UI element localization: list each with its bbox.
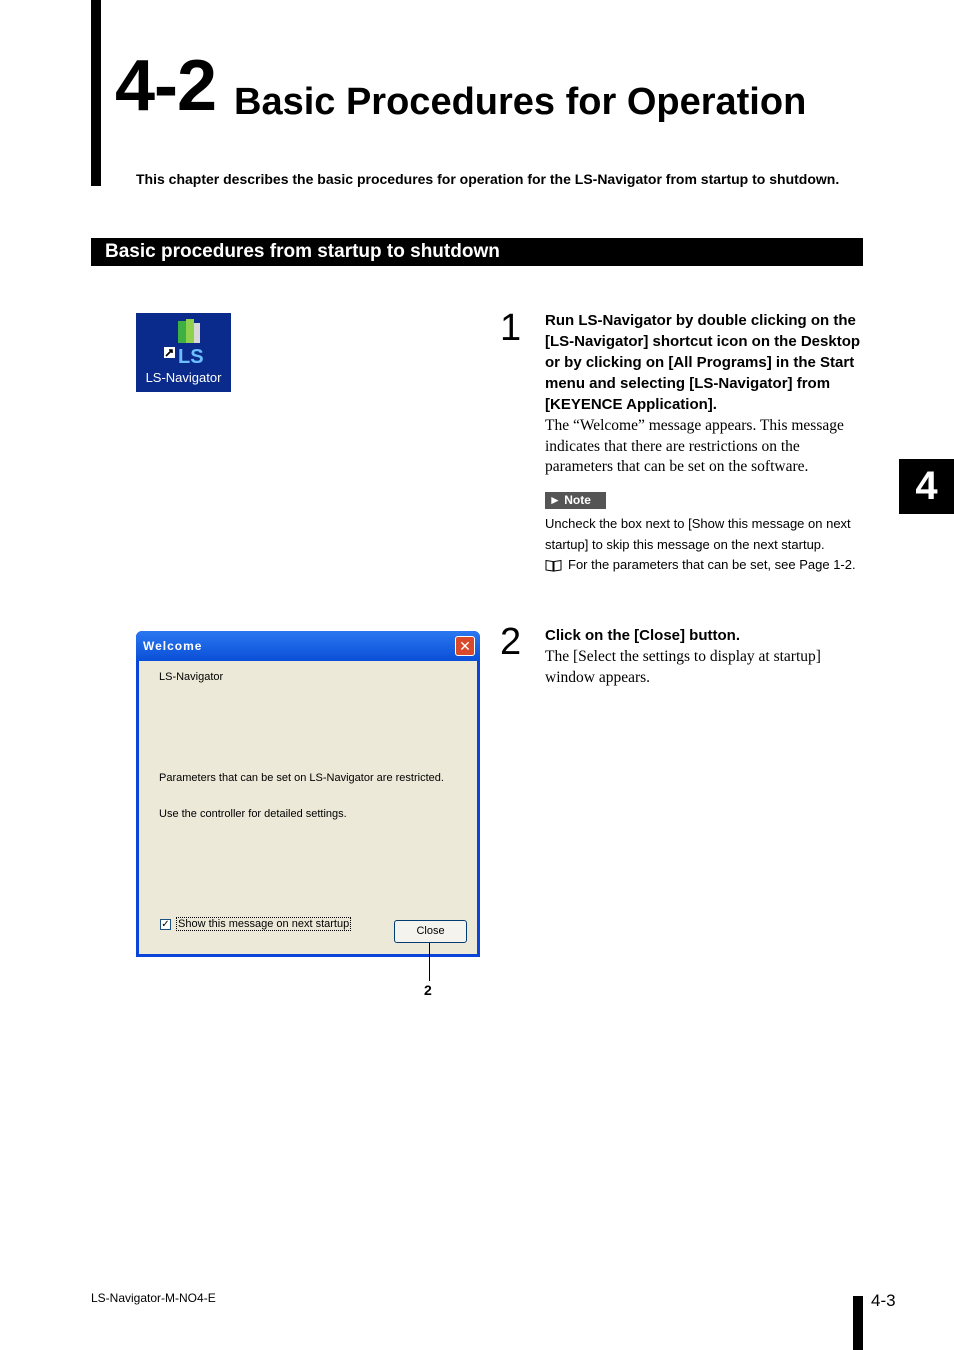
chapter-intro: This chapter describes the basic procedures for operation for the LS-Navigator from startup to shutdown. <box>136 171 840 187</box>
reference-text: For the parameters that can be set, see Page 1-2. <box>568 557 856 572</box>
close-icon[interactable]: ✕ <box>455 636 475 656</box>
dialog-title: Welcome <box>143 639 203 653</box>
section-heading: Basic procedures from startup to shutdown <box>105 241 500 262</box>
dialog-app-name: LS-Navigator <box>159 671 224 683</box>
svg-text:LS: LS <box>178 346 204 365</box>
chapter-side-bar <box>91 0 101 186</box>
show-on-startup-checkbox[interactable]: ✓ <box>161 919 170 930</box>
step-description: The [Select the settings to display at startup] window appears. <box>545 648 821 686</box>
footer-doc-id: LS-Navigator-M-NO4-E <box>91 1291 216 1305</box>
chapter-number: 4-2 <box>115 46 217 126</box>
step-number: 2 <box>500 621 522 663</box>
desktop-shortcut-label: LS-Navigator <box>145 370 222 385</box>
ls-navigator-app-icon <box>164 319 206 365</box>
show-on-startup-label[interactable]: Show this message on next startup <box>178 918 350 930</box>
book-icon <box>545 559 562 572</box>
callout-line <box>429 943 430 981</box>
dialog-message-restricted: Parameters that can be set on LS-Navigator are restricted. <box>159 772 444 784</box>
dialog-titlebar <box>136 631 480 661</box>
close-button[interactable]: Close <box>394 920 467 943</box>
step-description: The “Welcome” message appears. This message indicates that there are restrictions on the parameters that can be set on the software. <box>545 417 844 475</box>
section-heading-bar <box>91 238 863 266</box>
note-text: Uncheck the box next to [Show this message on next startup] to skip this message on the next startup. <box>545 516 851 552</box>
chapter-tab: 4 <box>899 459 954 514</box>
note-badge <box>545 492 606 509</box>
step-instruction: Click on the [Close] button. <box>545 627 740 644</box>
footer-bar <box>853 1296 863 1350</box>
page-number: 4-3 <box>871 1291 896 1310</box>
note-label: ► Note <box>549 493 591 507</box>
step-instruction: Run LS-Navigator by double clicking on the [LS-Navigator] shortcut icon on the Desktop or by clicking on [All Programs] in the Start menu and selecting [LS-Navigator] from [KEYENCE Application]. <box>545 312 861 413</box>
chapter-title: Basic Procedures for Operation <box>234 81 807 123</box>
welcome-dialog <box>136 631 480 957</box>
callout-number: 2 <box>424 982 432 998</box>
dialog-body <box>139 661 477 954</box>
dialog-message-controller: Use the controller for detailed settings. <box>159 808 347 820</box>
step-number: 1 <box>500 307 522 349</box>
desktop-shortcut[interactable] <box>136 313 231 392</box>
